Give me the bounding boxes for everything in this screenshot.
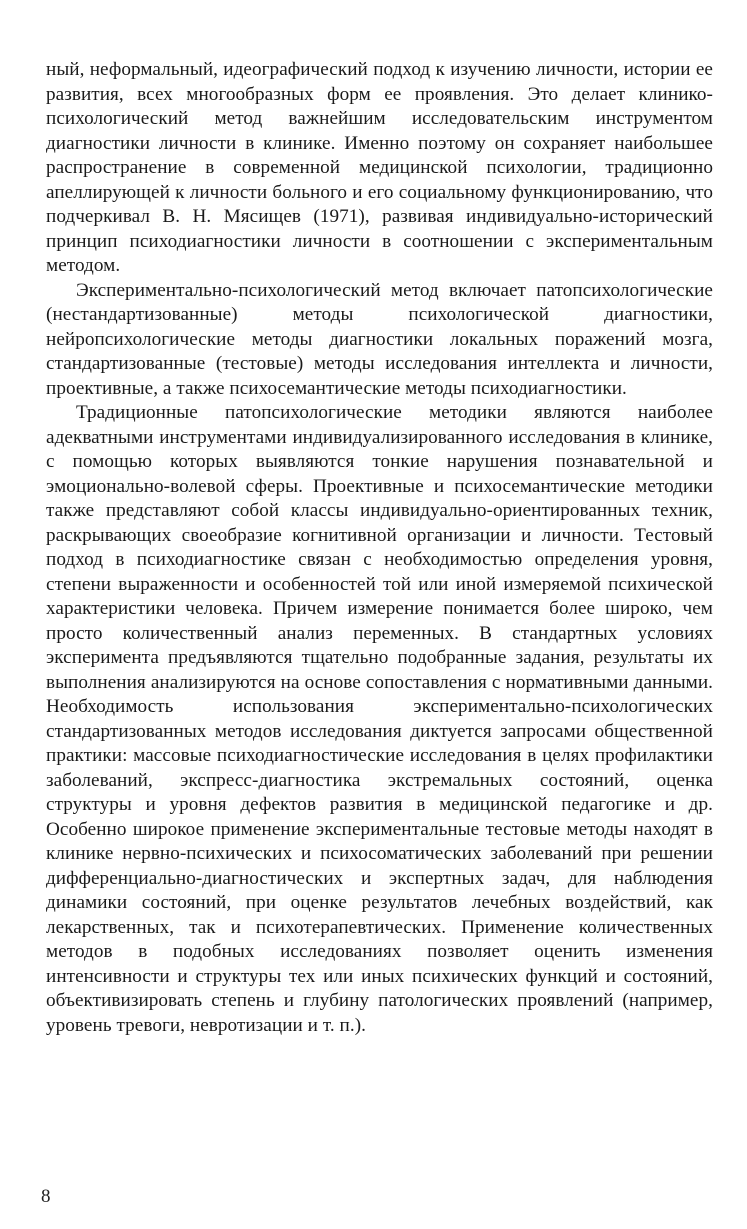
paragraph-2: Экспериментально-психологический метод включает патопсихологические (нестандартизованные) методы психологической диагностики, нейропсихологические методы диагностики локальных поражений мозга, стандартизованные (тестовые) методы исследования интеллекта и личности, проективные, а также психосемантические методы психодиагностики.: [46, 279, 713, 399]
paragraph-3: Традиционные патопсихологические методики являются наиболее адекватными инструментами индивидуализированного исследования в клинике, с помощью которых выявляются тонкие нарушения познавательной и эмоционально-волевой сферы. Проективные и психосемантические методики также представляют собой классы индивидуально-ориентированных техник, раскрывающих своеобразие когнитивной организации и личности. Тестовый подход в психодиагностике связан с необходимостью определения уровня, степени выраженности и особенностей той или иной измеряемой психической характеристики человека. Причем измерение понимается более широко, чем просто количественный анализ переменных. В стандартных условиях эксперимента предъявляются тщательно подобранные задания, результаты их выполнения анализируются на основе сопоставления с нормативными данными. Необходимость использования экспериментально-психологических стандартизованных методов исследования диктуется запросами общественной практики: массовые психодиагностические исследования в целях профилактики заболеваний, экспресс-диагностика экстремальных состояний, оценка структуры и уровня дефектов развития в медицинской педагогике и др. Особенно широкое применение экспериментальные тестовые методы находят в клинике нервно-психических и психосоматических заболеваний при решении дифференциально-диагностических и экспертных задач, для наблюдения динамики состояний, при оценке результатов лечебных воздействий, как лекарственных, так и психотерапевтических. Применение количественных методов в подобных исследованиях позволяет оценить изменения интенсивности и структуры тех или иных психических функций и состояний, объективизировать степень и глубину патологических проявлений (например, уровень тревоги, невротизации и т. п.).: [46, 402, 713, 1036]
text-column: [46, 58, 713, 1038]
page-number: 8: [41, 1186, 51, 1207]
paragraph-1: ный, неформальный, идеографический подход к изучению личности, истории ее развития, всех многообразных форм ее проявления. Это делает клинико-психологический метод важнейшим исследовательским инструментом диагностики личности в клинике. Именно поэтому он сохраняет наибольшее распространение в современной медицинской психологии, традиционно апеллирующей к личности больного и его социальному функционированию, что подчеркивал В. Н. Мясищев (1971), развивая индивидуально-исторический принцип психодиагностики личности в соотношении с экспериментальным методом.: [46, 59, 713, 276]
